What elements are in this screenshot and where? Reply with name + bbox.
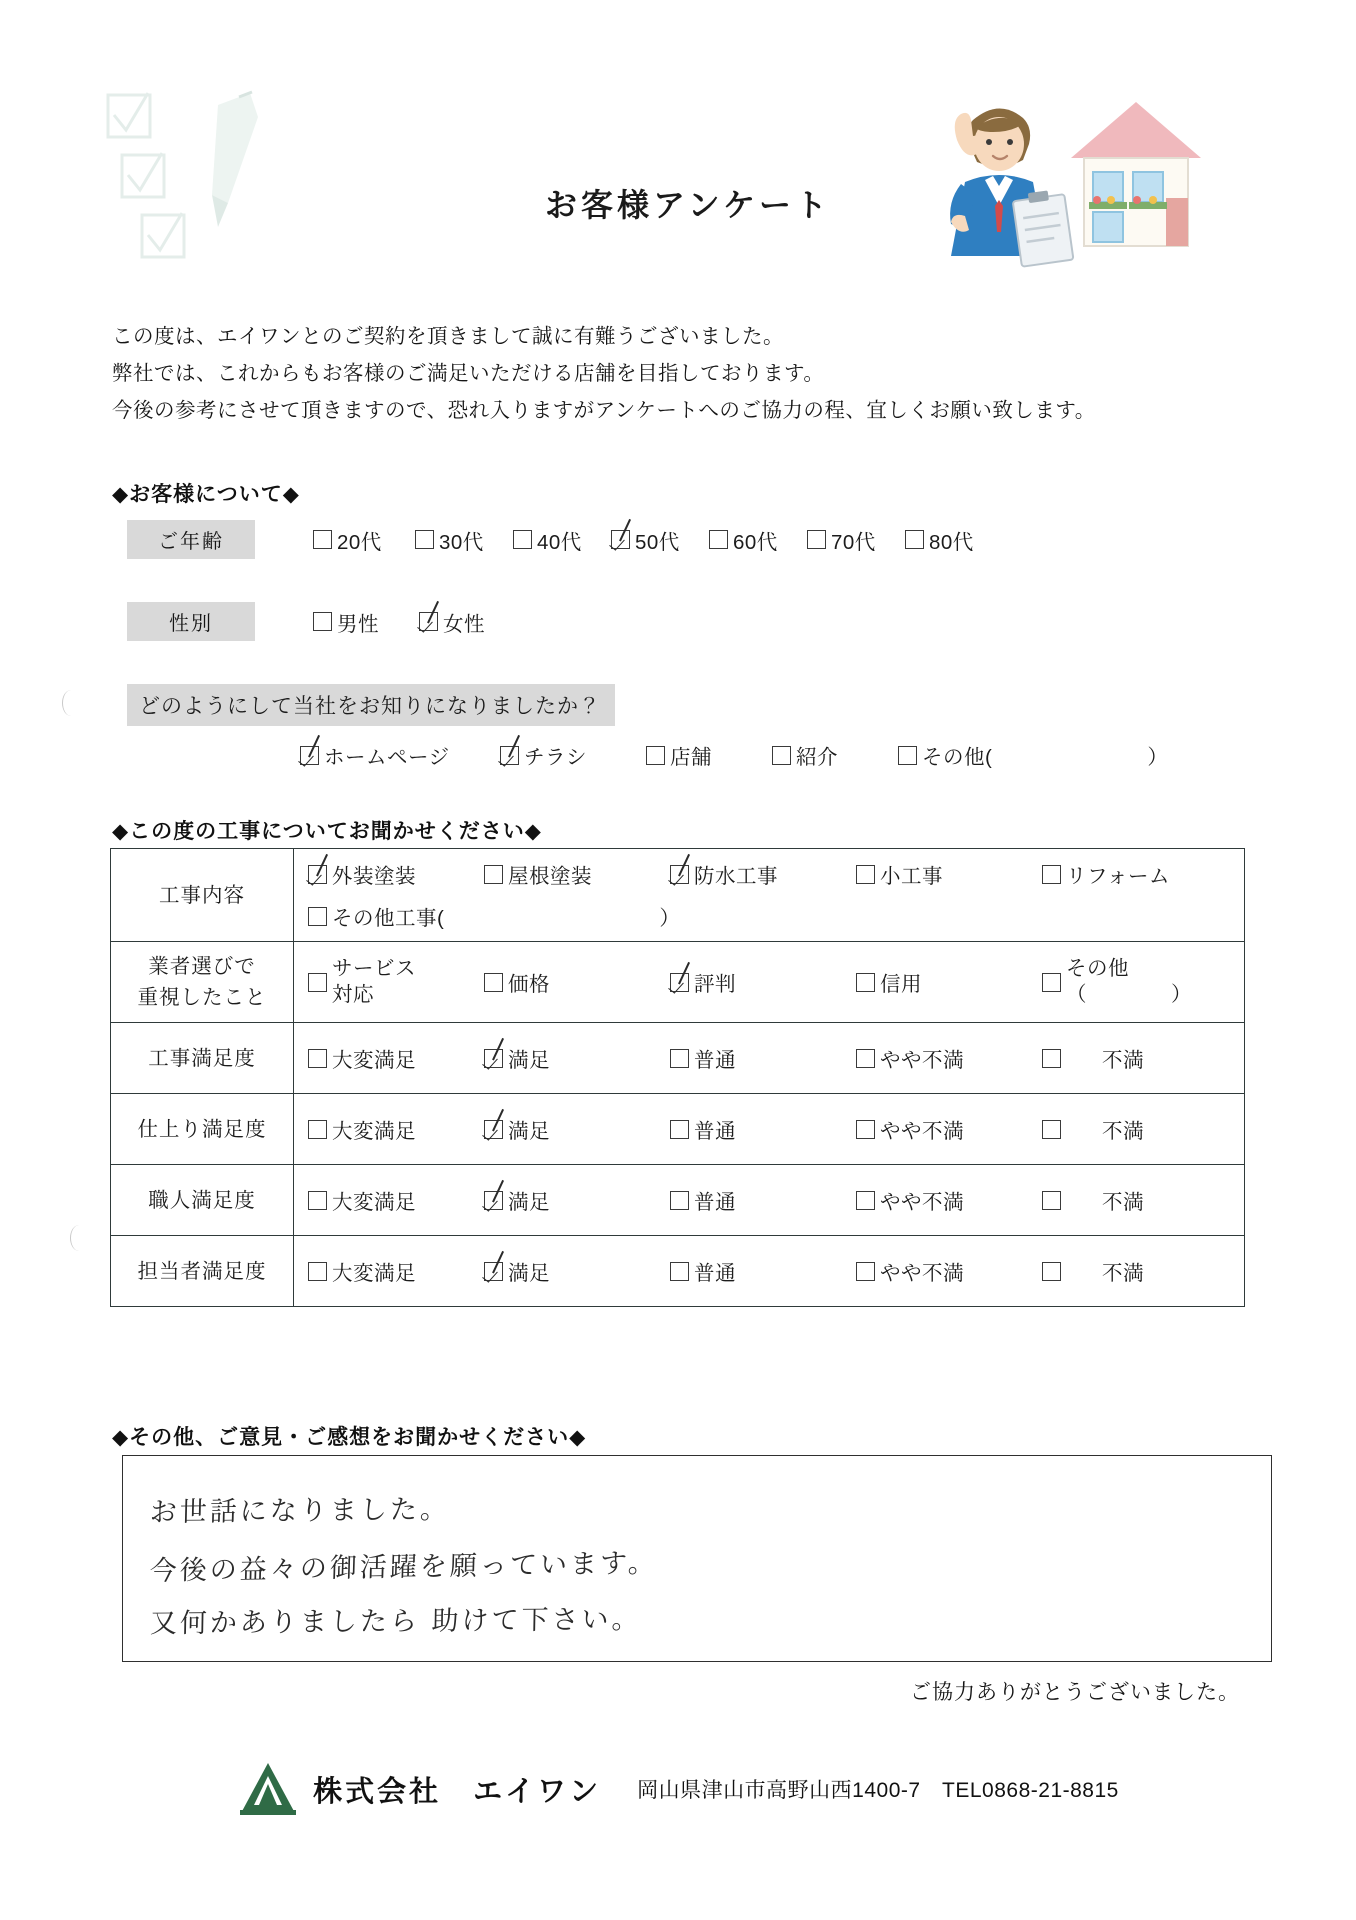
checkbox-work-satisfaction-dissatisfied[interactable] — [1042, 1049, 1061, 1068]
gender-option-female[interactable] — [419, 607, 485, 637]
checkbox-how-known-website[interactable] — [300, 746, 319, 765]
craftsman-satisfaction-very[interactable]: 大変満足 — [308, 1185, 484, 1215]
section-heading-customer: ◆お客様について◆ — [112, 483, 300, 506]
priority-reputation[interactable] — [670, 967, 856, 997]
work-survey-table — [110, 848, 1245, 1307]
work-type-waterproof-label: 防水工事 — [694, 865, 778, 888]
checkbox-craftsman-satisfaction-somewhat[interactable] — [856, 1191, 875, 1210]
table-row — [111, 942, 1245, 1023]
checkbox-work-satisfaction-very[interactable] — [308, 1049, 327, 1068]
work-satisfaction-somewhat[interactable]: やや不満 — [856, 1043, 1042, 1073]
how-known-option-store-label: 店舗 — [670, 746, 712, 769]
checkbox-gender-female[interactable] — [419, 612, 438, 631]
age-option-80[interactable] — [905, 525, 974, 555]
work-type-reform-label: リフォーム — [1066, 865, 1170, 888]
checkbox-age-40[interactable] — [513, 530, 532, 549]
punch-hole-mark — [62, 690, 80, 716]
table-row — [111, 1236, 1245, 1307]
checkbox-staff-satisfaction-normal[interactable] — [670, 1262, 689, 1281]
footer — [0, 1760, 1356, 1818]
age-option-70[interactable] — [807, 525, 905, 555]
checkbox-work-type-exterior[interactable] — [308, 865, 327, 884]
gender-option-male-label: 男性 — [337, 612, 379, 636]
how-known-option-flyer[interactable] — [500, 740, 646, 770]
gender-label: 性別 — [127, 602, 255, 641]
age-option-20[interactable] — [313, 525, 415, 555]
checkbox-finish-satisfaction-normal[interactable] — [670, 1120, 689, 1139]
gender-row — [127, 602, 485, 641]
age-label: ご年齢 — [127, 520, 255, 559]
priority-reputation-label: 評判 — [694, 973, 736, 996]
finish-satisfaction-satisfied[interactable]: 満足 — [484, 1114, 670, 1144]
how-known-option-other-label: その他( — [922, 746, 993, 769]
handwritten-line-1: お世話になりました。 — [149, 1494, 451, 1529]
section-heading-comment: ◆その他、ご意見・ご感想をお聞かせください◆ — [112, 1426, 587, 1449]
work-type-other[interactable] — [308, 901, 680, 931]
age-option-60[interactable] — [709, 525, 807, 555]
row-label-priority-line2: 重視したこと — [137, 986, 267, 1009]
checkbox-work-type-small[interactable] — [856, 865, 875, 884]
staff-satisfaction-normal[interactable]: 普通 — [670, 1256, 856, 1286]
how-known-options — [300, 740, 1168, 770]
how-known-option-referral[interactable] — [772, 740, 898, 770]
checkbox-finish-satisfaction-satisfied[interactable] — [484, 1120, 503, 1139]
how-known-option-website-label: ホームページ — [324, 746, 450, 769]
punch-hole-mark — [70, 1225, 88, 1251]
age-row — [127, 520, 974, 559]
intro-paragraph — [112, 318, 1242, 429]
handwritten-comment — [150, 1480, 1150, 1648]
work-type-small-label: 小工事 — [880, 865, 943, 888]
checkbox-age-80[interactable] — [905, 530, 924, 549]
row-options-craftsman-satisfaction — [294, 1165, 1245, 1236]
how-known-option-store[interactable] — [646, 740, 772, 770]
table-row — [111, 849, 1245, 942]
row-options-priority — [294, 942, 1245, 1023]
how-known-option-other[interactable] — [898, 740, 1168, 770]
priority-other-label: その他 （ ） — [1066, 957, 1192, 1006]
checkbox-work-type-roof[interactable] — [484, 865, 503, 884]
work-satisfaction-normal[interactable]: 普通 — [670, 1043, 856, 1073]
age-option-40[interactable] — [513, 525, 611, 555]
checkbox-gender-male[interactable] — [313, 612, 332, 631]
work-type-small[interactable] — [856, 859, 1042, 889]
age-option-60-label: 60代 — [733, 530, 778, 554]
checkbox-finish-satisfaction-dissatisfied[interactable] — [1042, 1120, 1061, 1139]
priority-trust-label: 信用 — [880, 973, 922, 996]
checkbox-work-satisfaction-satisfied[interactable] — [484, 1049, 503, 1068]
staff-satisfaction-satisfied[interactable]: 満足 — [484, 1256, 670, 1286]
staff-satisfaction-very[interactable]: 大変満足 — [308, 1256, 484, 1286]
handwritten-line-3: 又何かありましたら 助けて下さい。 — [149, 1604, 642, 1640]
checkbox-work-satisfaction-somewhat[interactable] — [856, 1049, 875, 1068]
table-row — [111, 1023, 1245, 1094]
checkbox-staff-satisfaction-dissatisfied[interactable] — [1042, 1262, 1061, 1281]
table-row — [111, 1094, 1245, 1165]
intro-line-3: 今後の参考にさせて頂きますので、恐れ入りますがアンケートへのご協力の程、宜しくお願い致します。 — [112, 399, 1096, 422]
work-satisfaction-satisfied[interactable]: 満足 — [484, 1043, 670, 1073]
work-type-reform[interactable] — [1042, 859, 1170, 889]
work-satisfaction-dissatisfied[interactable]: 不満 — [1042, 1043, 1144, 1073]
row-label-staff-satisfaction: 担当者満足度 — [111, 1236, 294, 1307]
thanks-note: ご協力ありがとうございました。 — [910, 1681, 1240, 1704]
row-label-priority — [111, 942, 294, 1023]
checkbox-age-50[interactable] — [611, 530, 630, 549]
row-label-finish-satisfaction: 仕上り満足度 — [111, 1094, 294, 1165]
row-options-staff-satisfaction — [294, 1236, 1245, 1307]
how-known-question: どのようにして当社をお知りになりましたか？ — [127, 684, 615, 726]
age-option-40-label: 40代 — [537, 530, 582, 554]
craftsman-satisfaction-somewhat[interactable]: やや不満 — [856, 1185, 1042, 1215]
priority-other[interactable] — [1042, 956, 1192, 1008]
row-options-finish-satisfaction — [294, 1094, 1245, 1165]
checkbox-work-type-waterproof[interactable] — [670, 865, 689, 884]
section-heading-work: ◆この度の工事についてお聞かせください◆ — [112, 820, 542, 843]
checkbox-craftsman-satisfaction-normal[interactable] — [670, 1191, 689, 1210]
work-type-roof[interactable] — [484, 859, 670, 889]
staff-satisfaction-somewhat[interactable]: やや不満 — [856, 1256, 1042, 1286]
checkbox-finish-satisfaction-very[interactable] — [308, 1120, 327, 1139]
age-option-50[interactable] — [611, 525, 709, 555]
gender-option-female-label: 女性 — [443, 612, 485, 636]
priority-service-label: サービス 対応 — [332, 957, 416, 1006]
age-option-80-label: 80代 — [929, 530, 974, 554]
how-known-option-website[interactable] — [300, 740, 500, 770]
age-option-30[interactable] — [415, 525, 513, 555]
row-label-work-type: 工事内容 — [111, 849, 294, 942]
checkbox-work-satisfaction-normal[interactable] — [670, 1049, 689, 1068]
table-row — [111, 1165, 1245, 1236]
checkbox-staff-satisfaction-satisfied[interactable] — [484, 1262, 503, 1281]
how-known-option-referral-label: 紹介 — [796, 746, 838, 769]
checkbox-staff-satisfaction-very[interactable] — [308, 1262, 327, 1281]
row-options-work-type — [294, 849, 1245, 942]
checkbox-craftsman-satisfaction-very[interactable] — [308, 1191, 327, 1210]
checkbox-age-20[interactable] — [313, 530, 332, 549]
finish-satisfaction-dissatisfied[interactable]: 不満 — [1042, 1114, 1144, 1144]
checkbox-how-known-other[interactable] — [898, 746, 917, 765]
age-options — [255, 525, 974, 555]
page-title: お客様アンケート — [544, 187, 832, 223]
row-label-craftsman-satisfaction: 職人満足度 — [111, 1165, 294, 1236]
checkbox-craftsman-satisfaction-satisfied[interactable] — [484, 1191, 503, 1210]
work-type-roof-label: 屋根塗装 — [508, 865, 592, 888]
finish-satisfaction-normal[interactable]: 普通 — [670, 1114, 856, 1144]
checkbox-priority-reputation[interactable] — [670, 973, 689, 992]
finish-satisfaction-very[interactable]: 大変満足 — [308, 1114, 484, 1144]
how-known-option-other-close-paren: ） — [1147, 746, 1168, 769]
age-option-50-label: 50代 — [635, 530, 680, 554]
gender-options — [255, 607, 485, 637]
age-option-70-label: 70代 — [831, 530, 876, 554]
checkbox-finish-satisfaction-somewhat[interactable] — [856, 1120, 875, 1139]
work-type-other-close-paren: ） — [659, 907, 680, 930]
row-options-work-satisfaction — [294, 1023, 1245, 1094]
company-address: 岡山県津山市高野山西1400-7 TEL0868-21-8815 — [637, 1779, 1119, 1802]
checkbox-priority-service[interactable] — [308, 973, 327, 992]
checkbox-craftsman-satisfaction-dissatisfied[interactable] — [1042, 1191, 1061, 1210]
work-satisfaction-very[interactable]: 大変満足 — [308, 1043, 484, 1073]
checkbox-how-known-referral[interactable] — [772, 746, 791, 765]
priority-trust[interactable] — [856, 967, 1042, 997]
work-type-other-label: その他工事( — [332, 907, 445, 930]
handwritten-line-2: 今後の益々の御活躍を願っています。 — [149, 1547, 659, 1587]
checkbox-staff-satisfaction-somewhat[interactable] — [856, 1262, 875, 1281]
age-option-20-label: 20代 — [337, 530, 382, 554]
age-option-30-label: 30代 — [439, 530, 484, 554]
checkbox-age-70[interactable] — [807, 530, 826, 549]
intro-line-1: この度は、エイワンとのご契約を頂きまして誠に有難うございました。 — [112, 325, 784, 348]
intro-line-2: 弊社では、これからもお客様のご満足いただける店舗を目指しております。 — [112, 362, 825, 385]
priority-price-label: 価格 — [508, 973, 550, 996]
work-type-exterior-label: 外装塗装 — [332, 865, 416, 888]
checkbox-work-type-reform[interactable] — [1042, 865, 1061, 884]
gender-option-male[interactable] — [313, 607, 419, 637]
priority-service[interactable] — [308, 956, 484, 1008]
checkbox-priority-other[interactable] — [1042, 973, 1061, 992]
checkbox-age-30[interactable] — [415, 530, 434, 549]
checkbox-priority-trust[interactable] — [856, 973, 875, 992]
craftsman-satisfaction-normal[interactable]: 普通 — [670, 1185, 856, 1215]
craftsman-satisfaction-dissatisfied[interactable]: 不満 — [1042, 1185, 1144, 1215]
row-label-work-satisfaction: 工事満足度 — [111, 1023, 294, 1094]
checkbox-priority-price[interactable] — [484, 973, 503, 992]
company-name: 株式会社 エイワン — [313, 1775, 602, 1808]
checkbox-how-known-store[interactable] — [646, 746, 665, 765]
priority-price[interactable] — [484, 967, 670, 997]
staff-satisfaction-dissatisfied[interactable]: 不満 — [1042, 1256, 1144, 1286]
work-type-exterior[interactable] — [308, 859, 484, 889]
checkbox-how-known-flyer[interactable] — [500, 746, 519, 765]
finish-satisfaction-somewhat[interactable]: やや不満 — [856, 1114, 1042, 1144]
work-type-waterproof[interactable] — [670, 859, 856, 889]
company-logo-icon — [237, 1760, 299, 1818]
craftsman-satisfaction-satisfied[interactable]: 満足 — [484, 1185, 670, 1215]
how-known-option-flyer-label: チラシ — [524, 746, 587, 769]
checkbox-age-60[interactable] — [709, 530, 728, 549]
checkbox-work-type-other[interactable] — [308, 907, 327, 926]
row-label-priority-line1: 業者選びで — [148, 955, 256, 978]
